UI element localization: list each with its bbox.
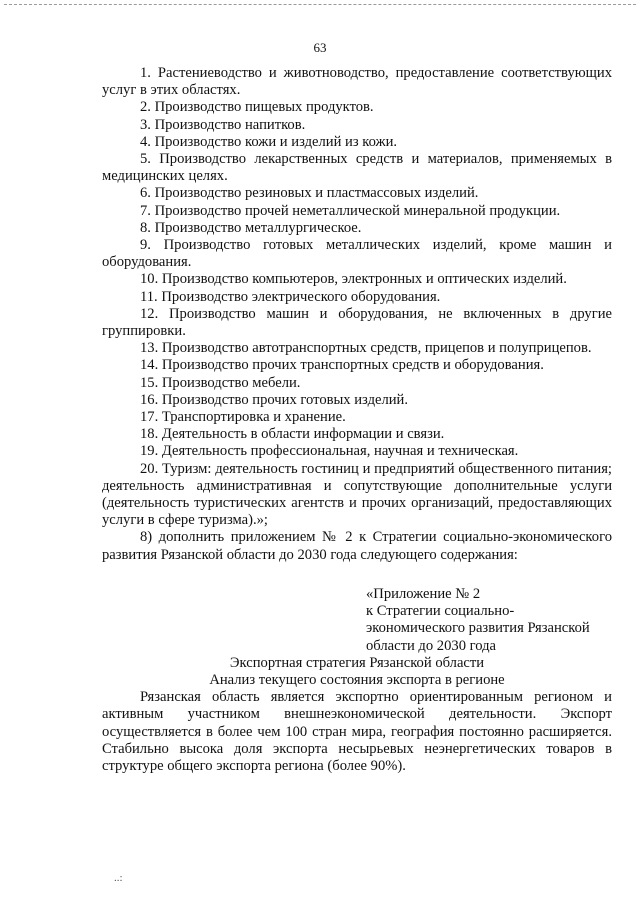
list-item: 20. Туризм: деятельность гостиниц и предприятий общественного питания; деятельность административная и сопутствующие дополнительные услуги (деятельность туристических агентств и прочих организаций, предоставляющих услуги в сфере туризма).»; — [102, 460, 612, 529]
list-item: 19. Деятельность профессиональная, научная и техническая. — [140, 443, 519, 460]
appendix-line: области до 2030 года — [366, 637, 497, 654]
list-item: 8. Производство металлургическое. — [140, 219, 362, 236]
list-item: 11. Производство электрического оборудования. — [140, 288, 441, 305]
list-item: 5. Производство лекарственных средств и материалов, применяемых в медицинских целях. — [102, 151, 612, 185]
body-paragraph: Рязанская область является экспортно ориентированным регионом и активным участником внешнеэкономической деятельности. Экспорт осуществляется в более чем 100 стран мира, география постоянно расширяется. Стабильно высока доля экспорта несырьевых неэнергетических товаров в структуре общего экспорта региона (более 90%). — [102, 689, 612, 774]
list-item: 4. Производство кожи и изделий из кожи. — [140, 133, 398, 150]
list-item: 10. Производство компьютеров, электронных и оптических изделий. — [140, 271, 567, 288]
appendix-heading — [366, 586, 612, 655]
list-item: 15. Производство мебели. — [140, 374, 301, 391]
appendix-line: экономического развития Рязанской — [366, 620, 590, 637]
list-item: 16. Производство прочих готовых изделий. — [140, 391, 409, 408]
scan-mark: ..: — [114, 872, 123, 884]
list-item: 1. Растениеводство и животноводство, предоставление соответствующих услуг в этих областях. — [102, 65, 612, 99]
list-item: 7. Производство прочей неметаллической минеральной продукции. — [140, 202, 561, 219]
subsection-title: Анализ текущего состояния экспорта в регионе — [209, 671, 505, 688]
list-item: 3. Производство напитков. — [140, 116, 306, 133]
scan-top-edge — [4, 4, 636, 5]
list-item: 9. Производство готовых металлических изделий, кроме машин и оборудования. — [102, 237, 612, 271]
list-item: 12. Производство машин и оборудования, не включенных в другие группировки. — [102, 305, 612, 340]
list-item: 17. Транспортировка и хранение. — [140, 409, 346, 426]
list-item: 13. Производство автотранспортных средств, прицепов и полуприцепов. — [140, 340, 592, 357]
list-item: 6. Производство резиновых и пластмассовых изделий. — [140, 185, 479, 202]
list-item: 2. Производство пищевых продуктов. — [140, 99, 374, 116]
section-title: Экспортная стратегия Рязанской области — [229, 654, 485, 671]
appendix-line: «Приложение № 2 — [366, 585, 481, 602]
document-body — [102, 65, 612, 775]
page-number: 63 — [313, 40, 327, 55]
appendix-line: к Стратегии социально- — [366, 603, 515, 620]
list-item: 14. Производство прочих транспортных средств и оборудования. — [140, 357, 544, 374]
amendment-paragraph: 8) дополнить приложением № 2 к Стратегии социально-экономического развития Рязанской области до 2030 года следующего содержания: — [102, 529, 612, 563]
list-item: 18. Деятельность в области информации и связи. — [140, 426, 445, 443]
